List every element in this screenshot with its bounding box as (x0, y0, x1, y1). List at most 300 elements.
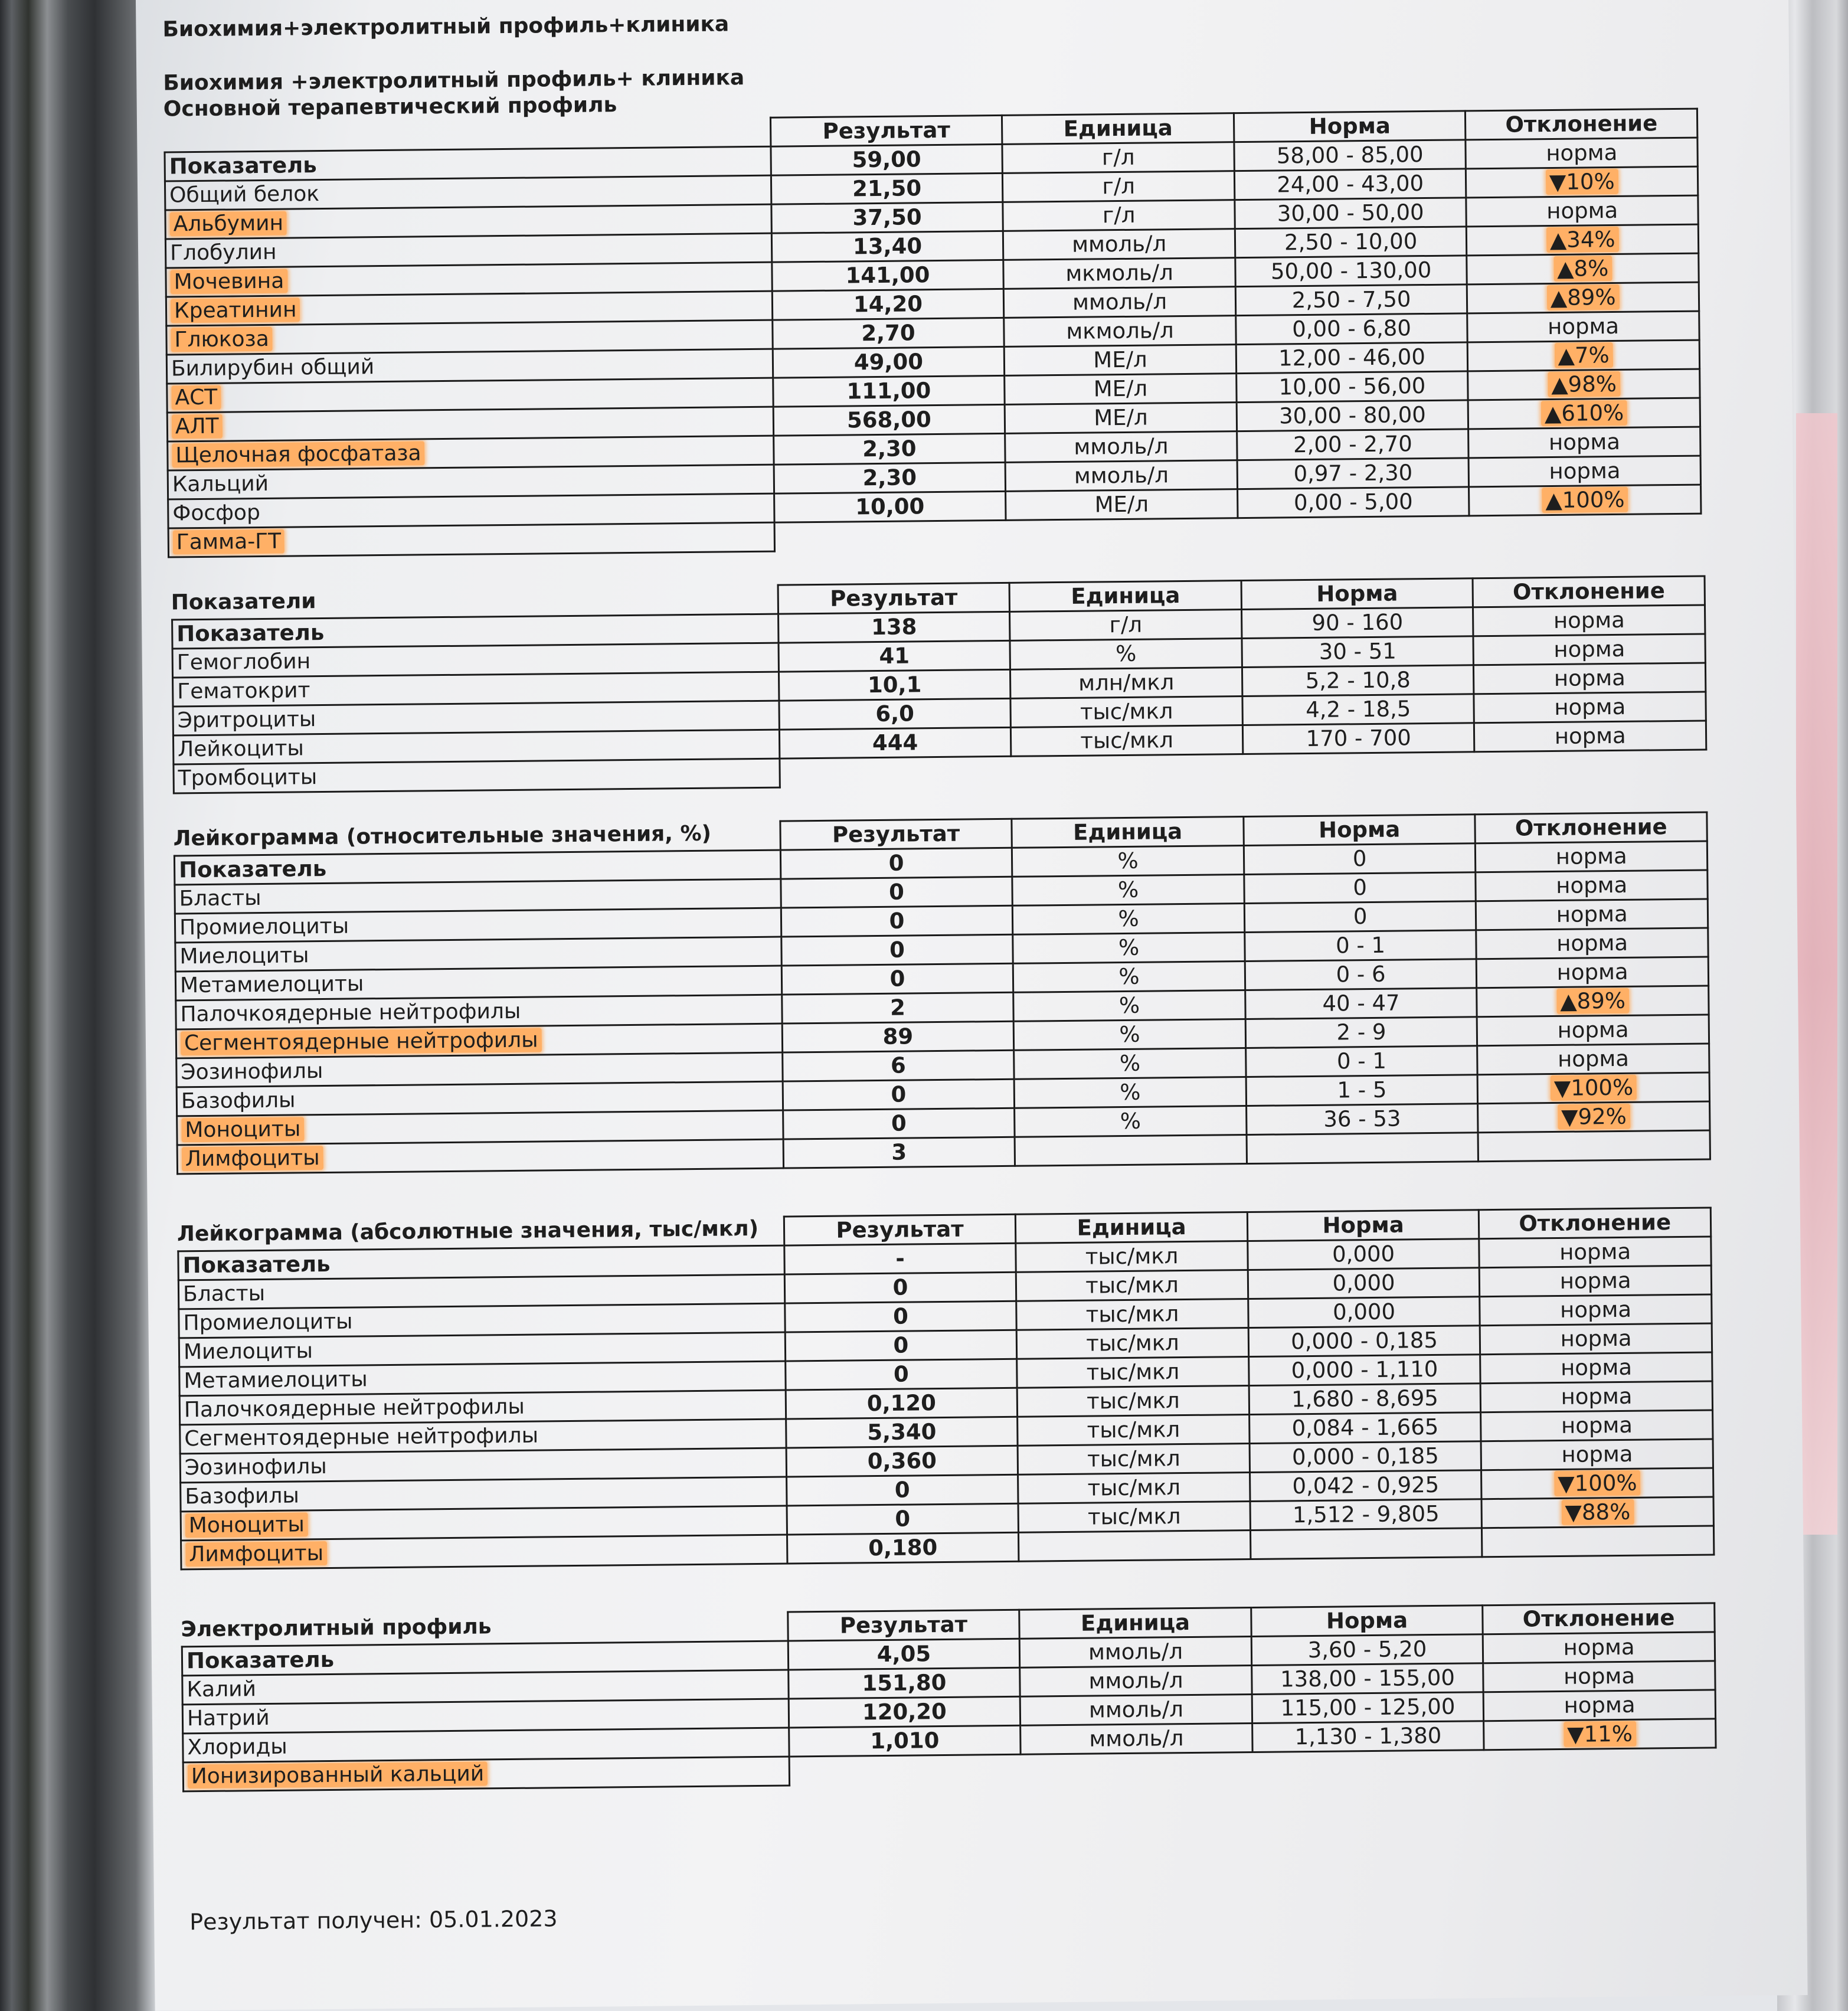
section-blood-indicators (171, 575, 1708, 794)
norm-value: 30 - 51 (1319, 638, 1397, 665)
cell-deviation (1476, 870, 1708, 901)
column-header-result: Результат (778, 583, 1010, 614)
cell-norm (1241, 607, 1473, 639)
cell-norm (1248, 1268, 1480, 1299)
result-value: 0 (892, 1303, 909, 1329)
unit-value: % (1118, 934, 1140, 961)
norm-value: 0,084 - 1,665 (1291, 1414, 1439, 1441)
indicator-name: Хлориды (187, 1734, 287, 1760)
norm-value: 1,680 - 8,695 (1291, 1385, 1439, 1412)
deviation-value: норма (1546, 139, 1618, 166)
cell-deviation (1468, 340, 1700, 371)
norm-value: 0,97 - 2,30 (1293, 460, 1413, 487)
indicator-name: Глобулин (169, 240, 277, 266)
indicator-name: Сегментоядерные нейтрофилы (184, 1423, 539, 1451)
column-header-norm: Норма (1244, 815, 1476, 846)
cell-result (788, 1667, 1020, 1699)
cell-result (784, 1301, 1016, 1332)
result-value: 0 (893, 1361, 909, 1387)
unit-value: % (1120, 1108, 1141, 1134)
cell-deviation (1482, 1526, 1714, 1557)
deviation-value: ▼100% (1551, 1075, 1637, 1101)
cell-deviation (1476, 928, 1708, 959)
cell-norm (1248, 1355, 1480, 1386)
cell-result (789, 1754, 1021, 1786)
cell-unit (1013, 990, 1245, 1022)
cell-deviation (1467, 282, 1699, 313)
result-value: 10,1 (867, 672, 922, 698)
cell-norm (1237, 487, 1469, 518)
indicator-name: Гематокрит (177, 678, 310, 704)
cell-deviation (1473, 605, 1705, 636)
cell-result (780, 756, 1012, 787)
indicator-name: Моноциты (181, 1117, 304, 1142)
cell-unit (1013, 1019, 1245, 1051)
cell-unit (1003, 200, 1235, 231)
deviation-value: норма (1559, 1238, 1631, 1265)
cell-unit (1016, 1328, 1248, 1359)
cell-norm (1242, 694, 1474, 725)
cell-result (771, 144, 1003, 175)
cell-unit (1005, 431, 1237, 463)
cell-unit (1003, 229, 1235, 260)
deviation-value: норма (1553, 636, 1625, 662)
cell-deviation (1484, 1748, 1716, 1779)
unit-value: тыс/мкл (1085, 1272, 1179, 1299)
result-value: 0 (895, 1506, 911, 1532)
cell-deviation (1477, 1015, 1709, 1046)
cell-deviation (1483, 1632, 1715, 1663)
section-biochemistry (163, 56, 1702, 558)
section-leukogram-relative (173, 811, 1711, 1175)
deviation-value: норма (1557, 1016, 1629, 1043)
cell-norm (1237, 371, 1468, 403)
deviation-value: ▼11% (1564, 1721, 1636, 1747)
result-value: 10,00 (855, 493, 925, 520)
unit-value: тыс/мкл (1085, 1243, 1179, 1270)
deviation-value: ▼10% (1546, 169, 1618, 195)
cell-unit (1012, 875, 1244, 906)
cell-result (781, 992, 1013, 1024)
cell-unit (1020, 1636, 1252, 1667)
deviation-value: норма (1563, 1663, 1636, 1689)
result-value: 6 (890, 1052, 906, 1078)
result-value: 0,360 (867, 1448, 937, 1474)
cell-norm (1235, 198, 1467, 229)
norm-value: 30,00 - 80,00 (1278, 402, 1427, 429)
unit-value: % (1117, 877, 1139, 903)
norm-value: 170 - 700 (1306, 725, 1411, 752)
cell-norm (1238, 516, 1470, 547)
deviation-value: норма (1556, 959, 1628, 985)
cell-norm (1246, 1104, 1478, 1135)
norm-value: 0 - 1 (1336, 1048, 1387, 1074)
norm-value: 0,000 (1332, 1241, 1395, 1267)
column-header-deviation: Отклонение (1473, 576, 1705, 607)
norm-value: 4,2 - 18,5 (1305, 696, 1411, 723)
norm-value: 36 - 53 (1323, 1106, 1401, 1132)
cell-unit (1015, 1135, 1247, 1166)
results-table (177, 1206, 1715, 1570)
cell-deviation (1483, 1661, 1715, 1692)
cell-norm (1245, 959, 1477, 990)
result-value: 0 (893, 1332, 909, 1358)
norm-value: 3,60 - 5,20 (1307, 1636, 1427, 1663)
cell-result (774, 491, 1006, 522)
cell-deviation (1477, 1072, 1709, 1104)
cell-result (788, 1639, 1020, 1670)
indicator-name: Миелоциты (183, 1339, 313, 1365)
unit-value: МЕ/л (1094, 491, 1149, 518)
cell-unit (1006, 489, 1238, 521)
norm-value: 1 - 5 (1337, 1077, 1387, 1103)
cell-result (787, 1532, 1019, 1564)
unit-value: % (1117, 848, 1139, 874)
cell-norm (1250, 1528, 1482, 1559)
cell-norm (1246, 1075, 1478, 1106)
cell-result (779, 640, 1010, 672)
norm-value: 2,50 - 7,50 (1291, 286, 1411, 313)
cell-deviation (1474, 663, 1706, 694)
indicator-name: Калий (187, 1677, 257, 1702)
norm-value: 2,50 - 10,00 (1284, 228, 1418, 256)
result-value: 0 (888, 850, 904, 876)
result-value: 0,180 (868, 1535, 938, 1561)
deviation-value: норма (1559, 1296, 1632, 1323)
indicator-name: Метамиелоциты (179, 972, 364, 998)
cell-norm (1248, 1326, 1480, 1357)
cell-unit (1018, 1415, 1250, 1446)
indicator-name: Щелочная фосфатаза (172, 441, 425, 467)
deviation-value: норма (1556, 901, 1628, 927)
cell-unit (1010, 697, 1242, 728)
cell-unit (1021, 1752, 1252, 1783)
indicator-name: Ионизированный кальций (188, 1761, 488, 1788)
indicator-name: Фосфор (172, 501, 261, 526)
cell-result (784, 1272, 1016, 1303)
cell-norm (1234, 140, 1466, 171)
deviation-value: норма (1556, 872, 1628, 898)
cell-deviation (1484, 1690, 1716, 1721)
section-title: Биохимия +электролитный профиль+ клиника (163, 66, 745, 96)
deviation-value: норма (1560, 1354, 1633, 1381)
cell-indicator (181, 1535, 787, 1569)
column-header-indicator: Показатель (165, 146, 771, 181)
result-value: 0 (888, 879, 905, 905)
cell-result (773, 433, 1005, 465)
cell-unit (1005, 403, 1237, 434)
result-value: 0 (889, 966, 905, 992)
indicator-name: Промиелоциты (179, 914, 349, 940)
document-title: Биохимия+электролитный профиль+клиника (162, 12, 730, 42)
result-value: 41 (879, 643, 910, 669)
unit-value: тыс/мкл (1085, 1301, 1179, 1327)
deviation-value: ▲100% (1542, 487, 1628, 513)
deviation-value: норма (1547, 313, 1620, 340)
cell-result (781, 963, 1013, 995)
cell-unit (1004, 316, 1236, 347)
unit-value: % (1119, 1050, 1141, 1077)
cell-unit (1013, 933, 1245, 964)
cell-unit (1004, 345, 1236, 376)
cell-unit (1021, 1723, 1252, 1754)
deviation-value: норма (1561, 1441, 1633, 1467)
indicator-name: Эритроциты (177, 707, 316, 733)
section-title: Лейкограмма (относительные значения, %) (173, 821, 712, 851)
deviation-value: норма (1554, 694, 1626, 720)
cell-result (779, 669, 1010, 701)
cell-result (786, 1417, 1018, 1448)
result-value: 568,00 (846, 407, 931, 433)
cell-result (782, 1050, 1014, 1081)
cell-deviation (1468, 369, 1700, 400)
unit-value: ммоль/л (1088, 1667, 1183, 1694)
unit-value: г/л (1102, 173, 1136, 200)
cell-norm (1252, 1721, 1484, 1752)
cell-unit (1014, 1048, 1246, 1080)
column-header-deviation: Отклонение (1475, 812, 1707, 843)
cell-norm (1245, 988, 1477, 1019)
cell-result (779, 698, 1011, 730)
cell-norm (1248, 1297, 1480, 1328)
cell-norm (1242, 665, 1474, 697)
cell-norm (1234, 169, 1466, 200)
indicator-name: Промиелоциты (183, 1309, 353, 1336)
norm-value: 0 - 6 (1336, 961, 1386, 987)
norm-value: 5,2 - 10,8 (1305, 667, 1411, 694)
norm-value: 10,00 - 56,00 (1278, 373, 1426, 400)
unit-value: млн/мкл (1078, 669, 1175, 696)
cell-deviation (1479, 1237, 1711, 1268)
unit-value: г/л (1101, 144, 1135, 171)
indicator-name: Метамиелоциты (184, 1367, 368, 1394)
result-value: 59,00 (852, 146, 921, 173)
cell-norm (1242, 636, 1474, 668)
norm-value: 0,000 (1332, 1270, 1395, 1296)
indicator-name: Лимфоциты (182, 1146, 323, 1171)
result-value: 21,50 (852, 175, 922, 202)
cell-norm (1249, 1384, 1481, 1415)
cell-result (783, 1108, 1015, 1139)
table-holder (163, 108, 1702, 558)
cell-norm (1245, 1046, 1477, 1077)
norm-value: 0,000 - 1,110 (1291, 1356, 1438, 1384)
indicator-name: Эозинофилы (184, 1454, 327, 1480)
indicator-name: Кальций (172, 471, 269, 497)
cell-deviation (1478, 1130, 1710, 1162)
cell-norm (1252, 1692, 1484, 1724)
cell-unit (1018, 1444, 1250, 1475)
deviation-value: ▼92% (1558, 1104, 1630, 1130)
cell-result (771, 231, 1003, 262)
cell-deviation (1468, 427, 1700, 458)
cell-unit (1011, 754, 1243, 786)
cell-result (772, 318, 1004, 349)
norm-value: 0,000 (1332, 1299, 1396, 1325)
unit-value: тыс/мкл (1086, 1330, 1179, 1356)
deviation-value: ▼100% (1554, 1470, 1641, 1496)
column-header-deviation: Отклонение (1479, 1208, 1711, 1239)
cell-result (772, 260, 1004, 291)
unit-value: тыс/мкл (1087, 1417, 1180, 1443)
cell-result (771, 173, 1003, 204)
cell-deviation (1474, 721, 1706, 752)
cell-result (773, 375, 1005, 407)
deviation-value: норма (1554, 722, 1626, 749)
cell-result (778, 612, 1010, 643)
cell-deviation (1467, 311, 1699, 342)
indicator-name: Альбумин (169, 211, 287, 237)
unit-value: % (1118, 963, 1140, 990)
indicator-name: АЛТ (172, 414, 223, 439)
cell-unit (1020, 1694, 1252, 1725)
cell-deviation (1481, 1497, 1713, 1528)
cell-deviation (1466, 138, 1697, 169)
indicator-name: Тромбоциты (178, 765, 318, 791)
unit-value: % (1119, 1021, 1140, 1048)
cell-norm (1235, 285, 1467, 316)
deviation-value: норма (1553, 607, 1625, 633)
indicator-name: АСТ (171, 385, 221, 410)
deviation-value: норма (1557, 1045, 1630, 1072)
column-header-indicator: Показатель (178, 1245, 784, 1280)
cell-unit (1020, 1665, 1252, 1696)
cell-unit (1010, 639, 1242, 670)
cell-norm (1252, 1663, 1484, 1695)
cell-norm (1236, 342, 1468, 374)
cell-norm (1250, 1499, 1482, 1531)
cell-norm (1245, 1017, 1477, 1048)
indicator-name: Миелоциты (179, 943, 309, 969)
norm-value: 0,000 - 0,185 (1290, 1327, 1438, 1355)
unit-value: тыс/мкл (1080, 727, 1174, 754)
deviation-value: норма (1563, 1634, 1635, 1660)
cell-result (785, 1359, 1017, 1390)
unit-value: % (1120, 1079, 1141, 1106)
cell-deviation (1466, 195, 1698, 227)
result-value: 4,05 (876, 1641, 931, 1667)
cell-unit (1010, 668, 1242, 699)
deviation-value: ▲7% (1554, 342, 1613, 368)
result-value: 2,30 (862, 465, 917, 491)
cell-unit (1010, 610, 1242, 641)
cell-deviation (1468, 398, 1700, 429)
cell-result (789, 1725, 1021, 1757)
result-value: 89 (882, 1024, 914, 1049)
indicator-name: Лимфоциты (185, 1541, 327, 1567)
column-header-unit: Единица (1019, 1607, 1251, 1639)
unit-value: мкмоль/л (1065, 260, 1173, 286)
unit-value: МЕ/л (1094, 404, 1148, 431)
column-header-indicator: Показатель (172, 614, 779, 649)
cell-unit (1006, 518, 1238, 550)
deviation-value: ▲98% (1548, 371, 1620, 397)
indicator-name: Моноциты (185, 1512, 308, 1538)
unit-value: ммоль/л (1074, 462, 1169, 489)
unit-value: % (1118, 992, 1140, 1019)
result-value: 2 (889, 995, 906, 1021)
cell-unit (1016, 1270, 1248, 1302)
column-header-norm: Норма (1234, 111, 1466, 142)
result-value: 444 (872, 730, 918, 756)
indicator-name: Гемоглобин (176, 649, 311, 675)
indicator-name: Креатинин (171, 297, 300, 323)
results-table (163, 108, 1702, 558)
norm-value: 90 - 160 (1311, 609, 1404, 636)
cell-result (783, 1137, 1015, 1168)
deviation-value: норма (1564, 1692, 1636, 1718)
norm-value: 0,000 - 0,185 (1291, 1443, 1439, 1470)
result-value: 13,40 (852, 233, 923, 260)
norm-value: 0 - 1 (1335, 932, 1386, 959)
cell-deviation (1480, 1323, 1712, 1355)
cell-deviation (1477, 1044, 1709, 1075)
cell-norm (1244, 843, 1476, 875)
norm-value: 0,042 - 0,925 (1292, 1472, 1440, 1499)
unit-value: ммоль/л (1088, 1639, 1183, 1665)
indicator-name: Палочкоядерные нейтрофилы (184, 1394, 525, 1423)
cell-unit (1016, 1299, 1248, 1330)
unit-value: ммоль/л (1071, 231, 1167, 257)
cell-result (781, 934, 1013, 966)
cell-norm (1244, 901, 1476, 933)
deviation-value: ▲89% (1556, 988, 1629, 1014)
deviation-value: норма (1555, 843, 1627, 869)
cell-unit (1012, 846, 1244, 877)
cell-unit (1019, 1530, 1251, 1561)
unit-value: ммоль/л (1088, 1696, 1184, 1723)
indicator-name: Глюкоза (171, 327, 273, 352)
column-header-unit: Единица (1009, 581, 1241, 612)
cell-norm (1244, 872, 1476, 904)
cell-deviation (1480, 1266, 1712, 1297)
cell-result (774, 520, 1006, 551)
norm-value: 1,130 - 1,380 (1294, 1722, 1442, 1750)
indicator-name: Билирубин общий (171, 355, 375, 381)
deviation-value: ▲8% (1553, 256, 1612, 282)
cell-norm (1250, 1441, 1481, 1473)
cell-unit (1013, 904, 1245, 935)
cell-deviation (1477, 957, 1709, 988)
cell-deviation (1480, 1352, 1712, 1384)
unit-value: тыс/мкл (1086, 1388, 1180, 1414)
cell-deviation (1469, 514, 1701, 545)
column-header-result: Результат (784, 1214, 1016, 1245)
deviation-value: ▲610% (1541, 400, 1628, 426)
norm-value: 58,00 - 85,00 (1276, 142, 1424, 169)
cell-unit (1004, 287, 1236, 318)
cell-deviation (1468, 456, 1700, 487)
section-title: Показатели (171, 589, 316, 615)
cell-result (787, 1503, 1019, 1535)
cell-norm (1237, 429, 1468, 460)
cell-norm (1237, 400, 1468, 431)
indicator-name: Мочевина (170, 269, 287, 295)
norm-value: 0 (1353, 904, 1368, 930)
result-value: 1,010 (870, 1728, 940, 1754)
norm-value: 138,00 - 155,00 (1280, 1665, 1455, 1692)
cell-result (789, 1696, 1021, 1728)
results-table (171, 575, 1708, 794)
cell-result (785, 1330, 1017, 1361)
column-header-norm: Норма (1251, 1605, 1483, 1637)
result-value: 138 (871, 614, 917, 640)
unit-value: тыс/мкл (1087, 1503, 1181, 1530)
cell-deviation (1474, 750, 1706, 781)
indicator-name: Бласты (179, 886, 261, 911)
result-value: 49,00 (853, 349, 924, 375)
result-value: 151,80 (862, 1669, 947, 1696)
